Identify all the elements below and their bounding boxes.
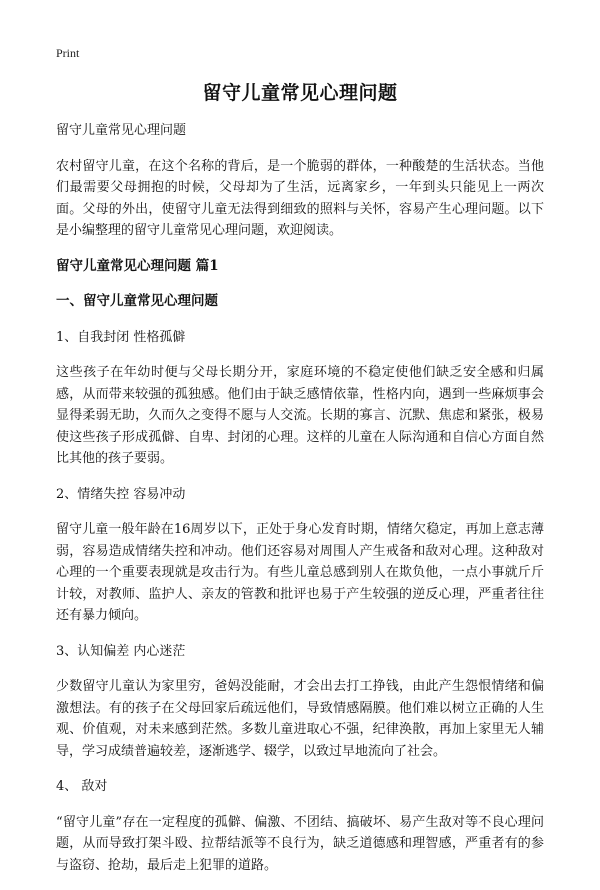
item-paragraph: 留守儿童一般年龄在16周岁以下，正处于身心发育时期，情绪欠稳定，再加上意志薄弱，容易造成情绪失控和冲动。他们还容易对周围人产生戒备和敌对心理。这种敌对心理的一个重要表现就是攻击行为。有些儿童总感到别人在欺负他，一点小事就斤斤计较，对教师、监护人、亲友的管教和批评也易于产生较强的逆反心理，严重者往往还有暴力倾向。 xyxy=(56,522,544,623)
item-paragraph: 这些孩子在年幼时便与父母长期分开，家庭环境的不稳定使他们缺乏安全感和归属感，从而带来较强的孤独感。他们由于缺乏感情依靠，性格内向，遇到一些麻烦事会显得柔弱无助，久而久之变得不愿与人交流。长期的寡言、沉默、焦虑和紧张，极易使这些孩子形成孤僻、自卑、封闭的心理。这样的儿童在人际沟通和自信心方面自然比其他的孩子要弱。 xyxy=(56,365,544,466)
article-body xyxy=(56,120,544,890)
article-subtitle: 留守儿童常见心理问题 xyxy=(56,123,187,138)
item-heading: 2、情绪失控 容易冲动 xyxy=(56,486,186,502)
section-heading: 一、留守儿童常见心理问题 xyxy=(56,293,218,309)
item-heading: 4、 敌对 xyxy=(56,779,108,794)
item-paragraph: “留守儿童”存在一定程度的孤僻、偏激、不团结、搞破坏、易产生敌对等不良心理问题，从而导致打架斗殴、拉帮结派等不良行为，缺乏道德感和理智感，严重者有的参与盗窃、抢劫，最后走上犯罪的道路。 xyxy=(56,814,544,873)
item-paragraph: 少数留守儿童认为家里穷，爸妈没能耐，才会出去打工挣钱，由此产生怨恨情绪和偏激想法。有的孩子在父母回家后疏远他们，导致情感隔膜。他们难以树立正确的人生观、价值观，对未来感到茫然。多数儿童进取心不强，纪律涣散，再加上家里无人辅导，学习成绩普遍较差，逐渐逃学、辍学，以致过早地流向了社会。 xyxy=(56,679,544,759)
item-heading: 1、自我封闭 性格孤僻 xyxy=(56,329,186,345)
page-title: 留守儿童常见心理问题 xyxy=(202,82,398,104)
item-heading: 3、认知偏差 内心迷茫 xyxy=(56,643,186,659)
part-heading: 留守儿童常见心理问题 篇1 xyxy=(56,257,219,274)
print-link[interactable]: Print xyxy=(56,46,80,60)
intro-paragraph: 农村留守儿童，在这个名称的背后，是一个脆弱的群体，一种酸楚的生活状态。当他们最需要父母拥抱的时候，父母却为了生活，远离家乡，一年到头只能见上一两次面。父母的外出，使留守儿童无法得到细致的照料与关怀，容易产生心理问题。以下是小编整理的留守儿童常见心理问题，欢迎阅读。 xyxy=(56,158,544,238)
